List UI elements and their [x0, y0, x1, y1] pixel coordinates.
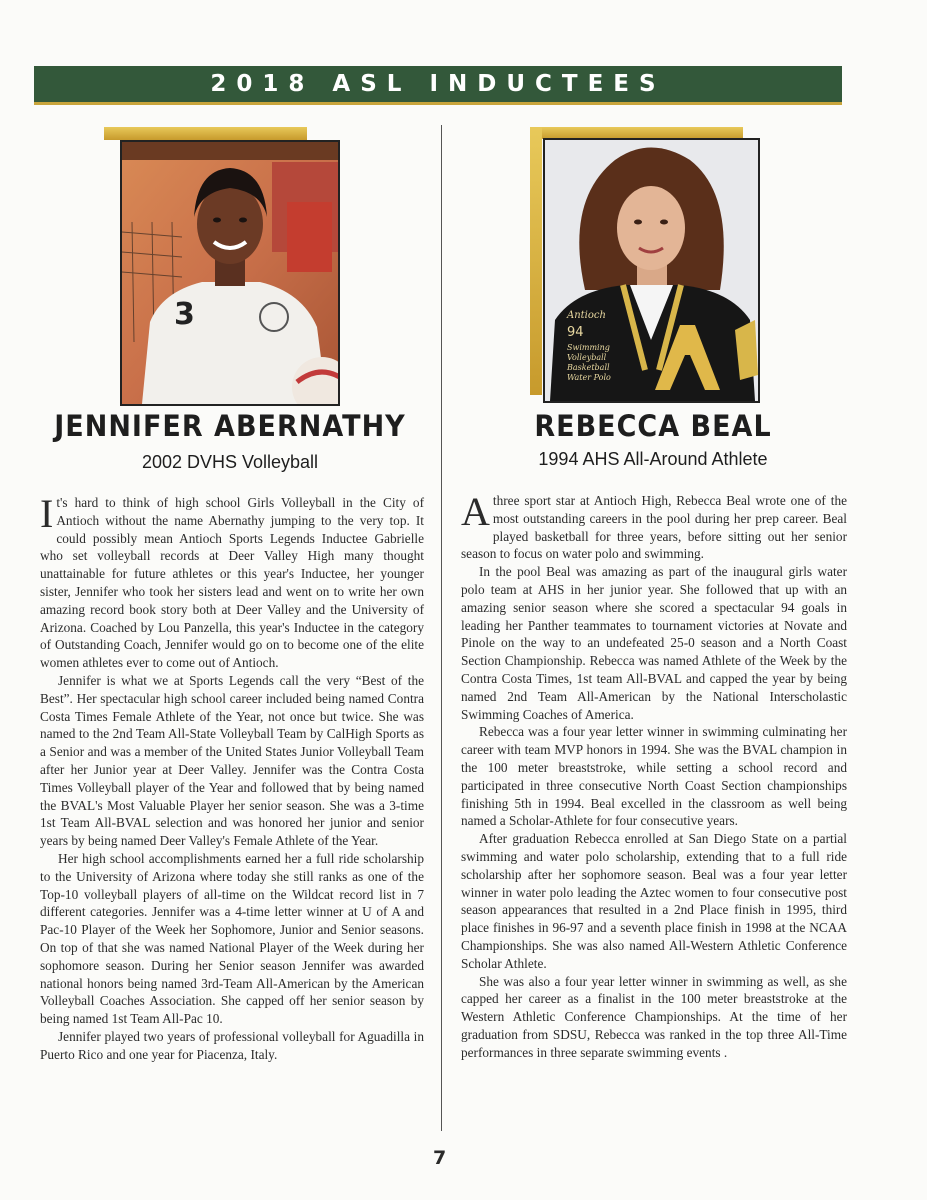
page-number: 7	[433, 1147, 447, 1169]
gold-accent	[530, 127, 542, 395]
svg-text:Basketball: Basketball	[567, 363, 610, 372]
article-paragraph: In the pool Beal was amazing as part of the inaugural girls water polo team at AHS in her junior year. She followed that up with an amazing senior season where she scored a spectacular 94 goals in leading her Panther teammates to tournament victories at Novate and Pinole on the way to an undefeated 25-0 season and a North Coast Section Championship. Rebecca was named Athlete of the Week by the Contra Costa Times, 1st team All-BVAL and capped the year by being named 2nd Team All-American by the National Interscholastic Swimming Coaches of America.	[461, 564, 847, 722]
article-paragraph: Jennifer played two years of professional volleyball for Aguadilla in Puerto Rico and one year for Piacenza, Italy.	[40, 1028, 424, 1062]
svg-text:Volleyball: Volleyball	[567, 353, 607, 362]
inductee-subtitle-right: 1994 AHS All-Around Athlete	[538, 449, 768, 469]
article-left	[40, 491, 424, 1064]
svg-text:94: 94	[567, 325, 584, 340]
article-paragraph: Jennifer is what we at Sports Legends call the very “Best of the Best”. Her spectacular high school career included being named Contra Costa Times Female Athlete of the Year, not once but twice. She was named to the 2nd Team All-State Volleyball Team by CalHigh Sports as a Senior and was a member of the United States Junior Volleyball Team after her Junior year at Deer Valley. Jennifer was the Contra Costa Times Volleyball player of the Year and followed that by being named the BVAL's Most Valuable Player her senior season. She was a 3-time 1st Team All-BVAL selection and was honored her junior and senior years by being named Deer Valley's Female Athlete of the Year.	[40, 672, 424, 849]
drop-cap: A	[461, 489, 490, 534]
article-paragraph: After graduation Rebecca enrolled at San Diego State on a partial swimming and water polo scholarship, extending that to a full ride scholarship after her sophomore season. Beal was a four year letter winner in water polo leading the Aztec women to four consecutive post season appearances that resulted in a 2nd Place finish in 1995, third place finishes in 96-97 and a seventh place finish in 1998 at the NCAA Championships. She was also named All-Western Athletic Conference Scholar Athlete.	[461, 831, 847, 971]
svg-text:Swimming: Swimming	[567, 343, 610, 352]
inductee-name-left: JENNIFER ABERNATHY	[54, 409, 406, 444]
article-paragraph: A three sport star at Antioch High, Rebecca Beal wrote one of the most outstanding careers in the pool during her prep career. Beal played basketball for three years, before sitting out her senior season to focus on water polo and swimming.	[461, 489, 847, 562]
jennifer-abernathy-photo	[120, 140, 340, 406]
column-divider	[441, 125, 442, 1131]
section-banner	[34, 66, 842, 105]
inductee-subtitle-left: 2002 DVHS Volleyball	[141, 452, 319, 472]
article-right	[461, 489, 847, 1062]
rebecca-beal-photo	[543, 138, 760, 403]
volleyball-player-photo-icon	[122, 142, 338, 404]
drop-cap: I	[40, 491, 54, 536]
jersey-number: 3	[174, 297, 195, 332]
banner-title: 2018 ASL INDUCTEES	[210, 71, 666, 97]
inductee-name-right: REBECCA BEAL	[534, 409, 772, 444]
svg-text:Antioch: Antioch	[567, 310, 606, 321]
gold-accent	[104, 127, 307, 140]
article-paragraph: Rebecca was a four year letter winner in swimming culminating her career with team MVP honors in 1994. She was the BVAL champion in the 100 meter breaststroke, while setting a school record and participated in three consecutive North Coast Section championships finishing 5th in 1994. Beal excelled in the classroom as well being named a Scholar-Athlete for four consecutive years.	[461, 724, 847, 829]
article-paragraph: It's hard to think of high school Girls Volleyball in the City of Antioch without the name Abernathy jumping to the very top. It could possibly mean Antioch Sports Legends Inductee Gabrielle who set volleyball records at Deer Valley High many thought unattainable for future athletes or this year's Inductee, her younger sister, Jennifer who took her sisters lead and went on to write her own amazing record book story both at Deer Valley and the University of Arizona. Coached by Lou Panzella, this year's Inductee in the category of Outstanding Coach, Jennifer would go on to become one of the elite women athletes ever to come out of Antioch.	[40, 491, 424, 671]
article-paragraph: She was also a four year letter winner in swimming as well, as she capped her career as a finalist in the 100 meter breaststroke at the Western Athletic Conference Championships. At the time of her graduation from SDSU, Rebecca was ranked in the top three All-Time performances in three separate swimming events .	[461, 973, 847, 1060]
letterman-jacket-photo-icon	[545, 140, 758, 401]
svg-text:Water Polo: Water Polo	[567, 373, 611, 382]
article-paragraph: Her high school accomplishments earned her a full ride scholarship to the University of Arizona where today she still ranks as one of the Top-10 volleyball players of all-time on the Wildcat record list in 7 different categories. Jennifer was a 4-time letter winner at U of A and Pac-10 Player of the Week her Sophomore, Junior and Senior seasons. On top of that she was named National Player of the Week during her sophomore season. During her Senior season Jennifer was awarded national honors being named 3rd-Team All-American by the American Volleyball Coaches Association. She capped off her senior season by being named 1st Team All-Pac 10.	[40, 850, 424, 1027]
